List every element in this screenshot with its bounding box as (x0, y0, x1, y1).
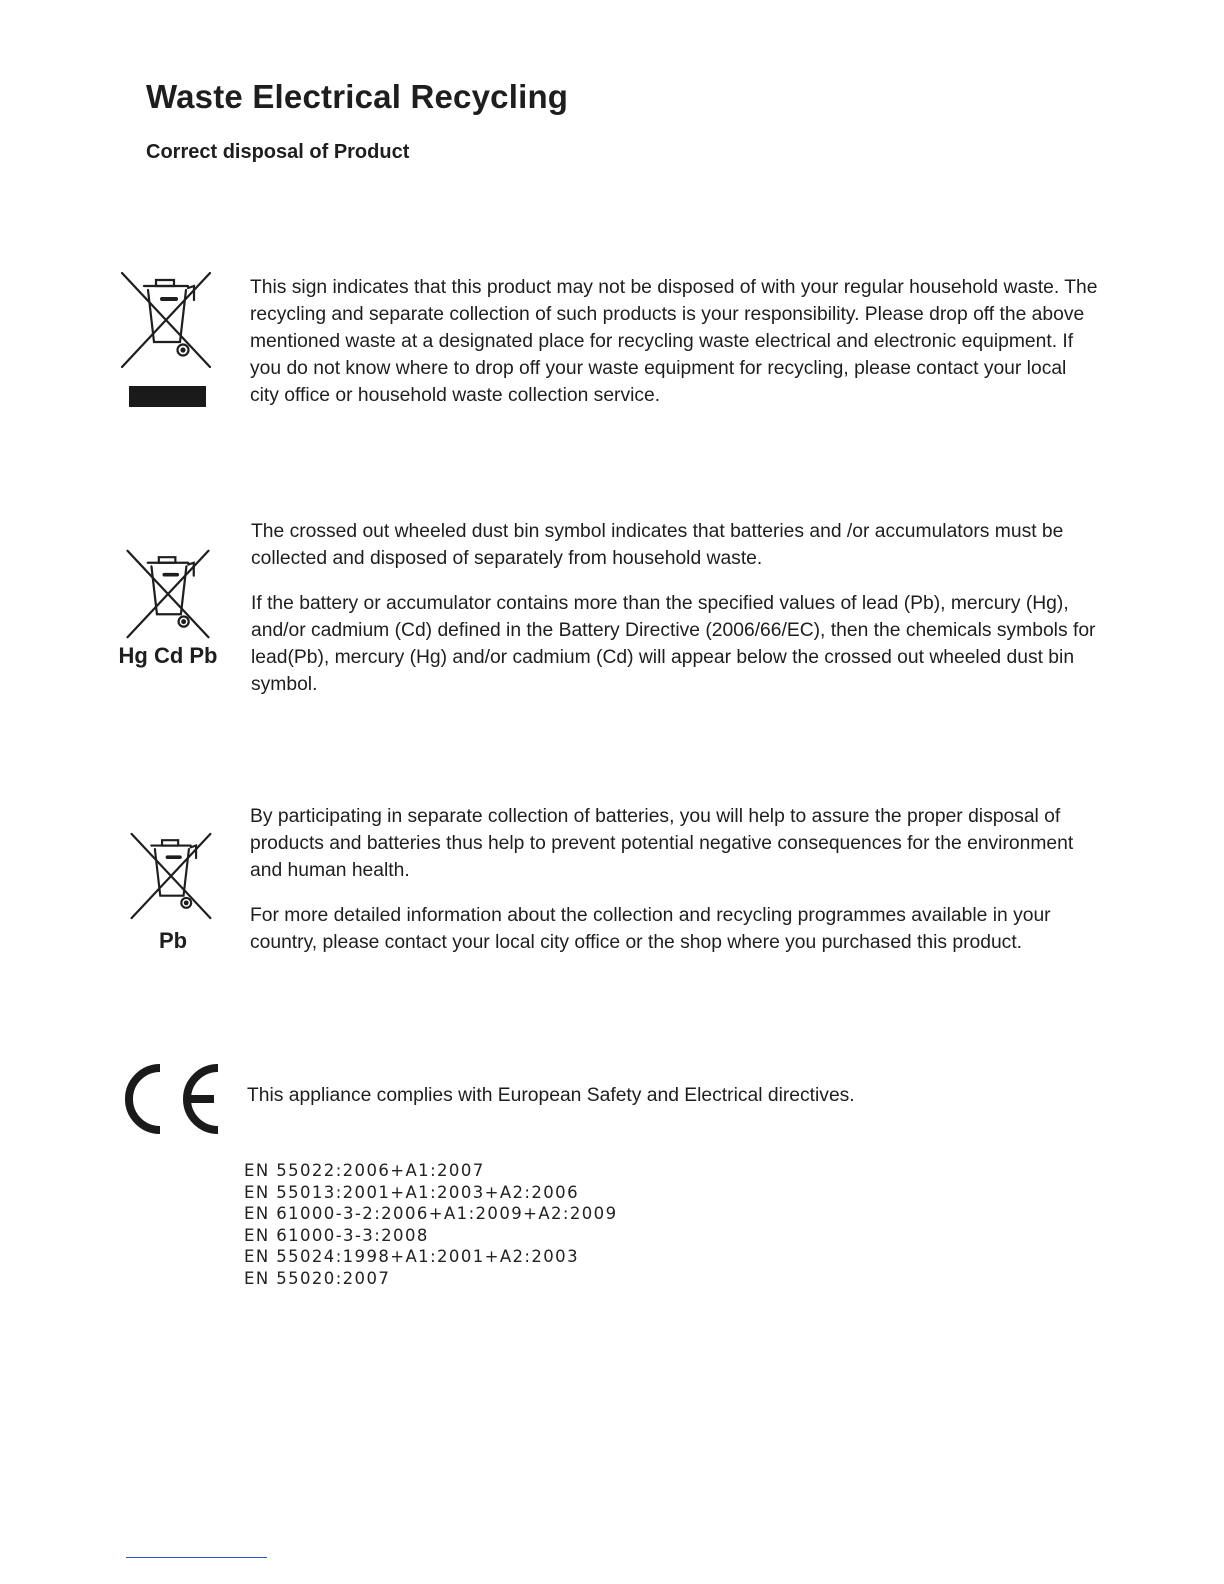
section-1-text (250, 274, 1100, 409)
standard-item: EN 61000-3-3:2008 (244, 1225, 429, 1245)
section-4-text (247, 1082, 1097, 1109)
standard-item: EN 55024:1998+A1:2001+A2:2003 (244, 1247, 579, 1267)
page-subtitle: Correct disposal of Product (146, 141, 410, 163)
page-title: Waste Electrical Recycling (146, 78, 569, 115)
standard-item: EN 55020:2007 (244, 1268, 391, 1288)
crossed-wheelie-bin-icon (128, 830, 214, 922)
battery-bin-icon (123, 548, 213, 640)
section-3-paragraph-1: By participating in separate collection of batteries, you will help to assure the proper disposal of products and batteries thus help to prevent potential negative consequences for the environment and human health. (250, 806, 1074, 881)
footer-rule (126, 1557, 267, 1558)
lead-symbol-label: Pb (158, 928, 188, 953)
section-1-paragraph: This sign indicates that this product may not be disposed of with your regular household waste. The recycling and separate collection of such products is your responsibility. Please drop off the above mentioned waste at a designated place for recycling waste electrical and electronic equipment. If you do not know where to drop off your waste equipment for recycling, please contact your local city office or household waste collection service. (250, 277, 1098, 406)
section-2-paragraph-1: The crossed out wheeled dust bin symbol indicates that batteries and /or accumulators must be collected and disposed of separately from household waste. (251, 521, 1064, 569)
weee-black-bar (129, 386, 206, 407)
ce-mark-icon (120, 1062, 224, 1136)
standard-item: EN 61000-3-2:2006+A1:2009+A2:2009 (244, 1204, 618, 1224)
crossed-wheelie-bin-icon (118, 270, 214, 370)
section-3-paragraph-2: For more detailed information about the collection and recycling programmes available in your country, please contact your local city office or the shop where you purchased this product. (250, 905, 1051, 953)
section-3-text (250, 803, 1100, 956)
battery-bin-icon-pb (128, 830, 214, 922)
section-2-text (251, 518, 1101, 698)
standard-item: EN 55022:2006+A1:2007 (244, 1161, 485, 1180)
crossed-wheelie-bin-icon (123, 548, 213, 640)
ce-compliance-statement: This appliance complies with European Safety and Electrical directives. (247, 1085, 855, 1106)
section-2-paragraph-2: If the battery or accumulator contains more than the specified values of lead (Pb), mercury (Hg), and/or cadmium (Cd) defined in the Battery Directive (2006/66/EC), then the chemicals symbols for lead(Pb), mercury (Hg) and/or cadmium (Cd) will appear below the crossed out wheeled dust bin symbol. (251, 593, 1096, 695)
chemical-symbols-label: Hg Cd Pb (118, 643, 218, 668)
standards-list (244, 1160, 617, 1290)
standard-item: EN 55013:2001+A1:2003+A2:2006 (244, 1182, 579, 1202)
weee-bin-icon (118, 270, 214, 370)
